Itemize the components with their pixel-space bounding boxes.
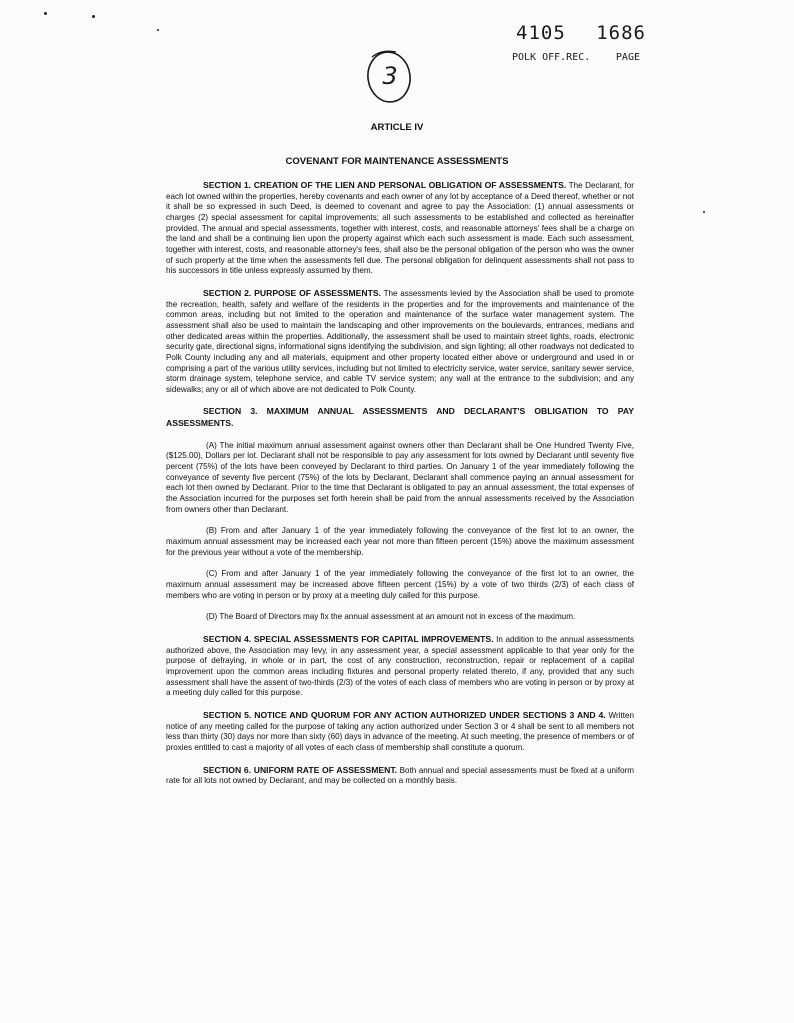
scan-speck <box>157 29 159 31</box>
section-5-body: Written notice of any meeting called for the purpose of taking any action authorized under Section 3 or 4 shall be sent to all members not less than thirty (30) days nor more than sixty (60) days in advance of the meeting. At such meeting, the presence of members or of proxies entitled to cast a majority of all votes of each class of membership shall constitute a quorum. <box>166 710 635 752</box>
article-title: ARTICLE IV <box>370 122 424 133</box>
section-3-item-c: (C) From and after January 1 of the year immediately following the conveyance of the first lot to an owner, the maximum annual assessment may be increased above fifteen percent (15%) by a vote of two thirds (2/3) of each class of members who are voting in person or by proxy at a meeting duly called for this purpose. <box>166 569 634 600</box>
scan-speck <box>44 12 47 15</box>
section-3 <box>166 406 634 429</box>
page-label: PAGE <box>615 52 640 63</box>
section-3-item-d: (D) The Board of Directors may fix the annual assessment at an amount not in excess of the maximum. <box>206 612 576 622</box>
section-6-title: SECTION 6. UNIFORM RATE OF ASSESSMENT. <box>203 764 398 775</box>
article-heading: COVENANT FOR MAINTENANCE ASSESSMENTS <box>285 156 509 167</box>
record-labels <box>512 52 640 63</box>
section-3-item-b: (B) From and after January 1 of the year immediately following the conveyance of the first lot to an owner, the maximum annual assessment may be increased each year not more than fifteen percent (15%) above the maximum assessment for the previous year without a vote of the membership. <box>166 526 634 557</box>
section-2-body: The assessments levied by the Association shall be used to promote the recreation, health, safety and welfare of the residents in the properties and for the improvements and maintenance of the common areas, including but not limited to the operation and maintenance of the surface water management system. The assessment shall also be used to maintain the landscaping and other improvements on the boulevards, entrances, medians and other dedicated areas within the properties. Additionally, the assessment shall be used to maintain street lights, roads, electronic security gate, directional signs, informational signs identifying the subdivision, and sign lighting; all other roadways not dedicated to Polk County including any and all materials, equipment and other property located either above or underground and used in or comprising a part of the various utility services, including but not limited to electricity service, water service, sanitary sewer service, storm drainage system, telephone service, and cable TV service system; any wall at the entrance to the subdivision; and any sidewalks; any or all of which above are not dedicated to Polk County. <box>166 288 634 394</box>
section-5-title: SECTION 5. NOTICE AND QUORUM FOR ANY ACTION AUTHORIZED UNDER SECTIONS 3 AND 4. <box>203 709 606 720</box>
section-3-title: SECTION 3. MAXIMUM ANNUAL ASSESSMENTS AND DECLARANT'S OBLIGATION TO PAY ASSESSMENTS. <box>166 406 634 429</box>
section-1-title: SECTION 1. CREATION OF THE LIEN AND PERSONAL OBLIGATION OF ASSESSMENTS. <box>203 180 567 190</box>
section-4-body: In addition to the annual assessments authorized above, the Association may levy, in any assessment year, a special assessment applicable to that year only for the purpose of defraying, in whole or in part, the cost of any construction, reconstruction, repair or replacement of a capital improvement upon the common areas including fixtures and personal property related thereto, if any, provided that any such assessment shall have the assent of two-thirds (2/3) of the votes of each class of members who are voting in person or by proxy at a meeting duly called for this purpose. <box>166 634 635 698</box>
book-number: 4105 <box>516 22 566 44</box>
handwritten-number: 3 <box>382 62 398 90</box>
section-4 <box>166 634 634 699</box>
section-2-title: SECTION 2. PURPOSE OF ASSESSMENTS. <box>203 287 381 298</box>
page-number: 1686 <box>596 22 646 44</box>
section-4-title: SECTION 4. SPECIAL ASSESSMENTS FOR CAPITAL IMPROVEMENTS. <box>203 633 494 644</box>
scan-speck <box>703 211 705 213</box>
section-1 <box>166 180 634 277</box>
section-5 <box>166 710 634 754</box>
section-3-item-a: (A) The initial maximum annual assessment against owners other than Declarant shall be One Hundred Twenty Five, ($125.00), Dollars per lot. Declarant shall not be responsible to pay any assessment for lots owned by Declarant until seventy five percent (75%) of the lots have been conveyed by Declarant to third parties. On January 1 of the year immediately following the conveyance of seventy five percent (75%) of the lots by Declarant, Declarant shall commence paying an annual assessment for each lot then owned by Declarant. Prior to the time that Declarant is obligated to pay an annual assessment, the total expenses of the Association incurred for the purposes set forth herein shall be paid from the annual assessments received by the Association from owners other than Declarant. <box>166 440 634 514</box>
section-1-body: The Declarant, for each lot owned within the properties, hereby covenants and each owner of any lot by acceptance of a Deed thereof, whether or not it shall be so expressed in such Deed, is deemed to covenant and agree to pay the Association: (1) annual assessments or charges (2) special assessment for capital improvements; all such assessments to be established and collected as hereinafter provided. The annual and special assessments, together with interest, costs, and reasonable attorneys' fees shall be a charge on the land and shall be a continuing lien upon the property against which each such assessment is made. Each such assessment, together with interest, costs, and reasonable attorney's fees, shall also be the personal obligation of the person who was the owner of such property at the time when the assessments fell due. The personal obligation for delinquent assessments shall not pass to his successors in title unless expressly assumed by them. <box>166 181 635 276</box>
section-2 <box>166 288 634 396</box>
scan-speck <box>92 15 95 18</box>
document-body <box>166 180 634 798</box>
section-6 <box>166 765 634 787</box>
handwritten-circled-number <box>362 45 418 107</box>
book-label: POLK OFF.REC. <box>512 52 591 63</box>
section-6-body: Both annual and special assessments must be fixed at a uniform rate for all lots not owned by Declarant, and may be collected on a monthly basis. <box>166 765 635 786</box>
book-page-stamp <box>516 22 646 44</box>
